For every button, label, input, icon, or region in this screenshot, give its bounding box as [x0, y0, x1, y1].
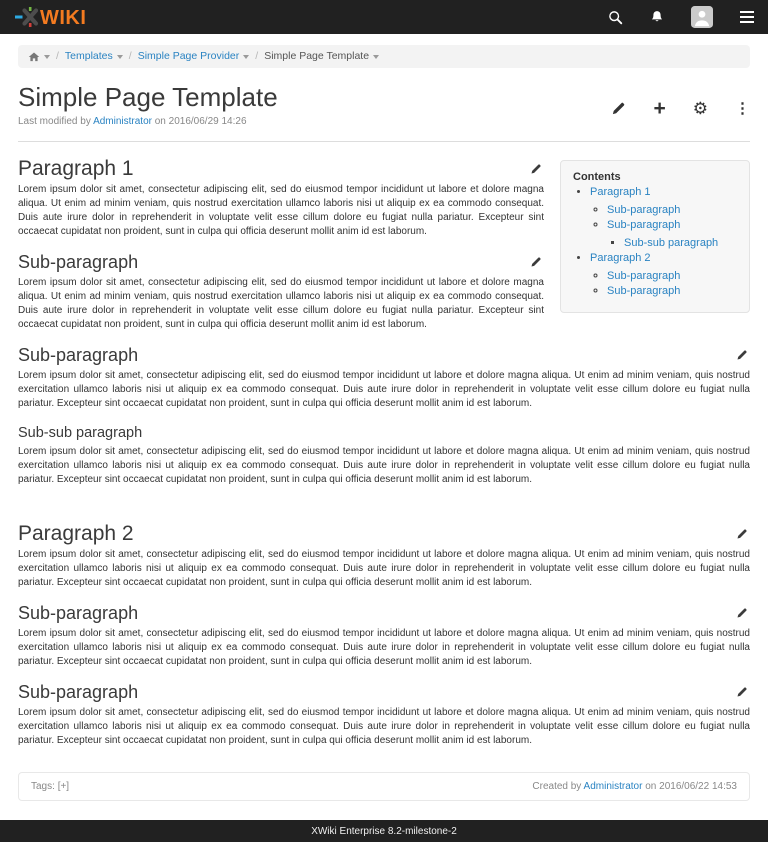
created-user-link[interactable]: Administrator [583, 781, 643, 792]
version-text: XWiki Enterprise 8.2-milestone-2 [311, 825, 457, 837]
create-page-button[interactable]: + [653, 96, 666, 120]
section-paragraph: Lorem ipsum dolor sit amet, consectetur adipiscing elit, sed do eiusmod tempor incididunt ut labore et dolore magna aliqua. Ut enim ad minim veniam, quis nostrud exercitation ullamco laboris nisi ut aliquip ex ea commodo consequat. Duis aute irure dolor in reprehenderit in voluptate velit esse cillum dolore eu fugiat nulla pariatur. Excepteur sint occaecat cupidatat non proident, sunt in culpa qui officia deserunt mollit anim id est laborum. [18, 707, 750, 746]
pencil-icon [611, 101, 626, 116]
breadcrumb-item-current: Simple Page Template [264, 50, 370, 62]
section-heading-text: Sub-paragraph [18, 603, 139, 623]
section-heading-text: Sub-paragraph [18, 345, 139, 365]
xwiki-logo-icon [14, 6, 102, 28]
section-paragraph: Lorem ipsum dolor sit amet, consectetur adipiscing elit, sed do eiusmod tempor incididunt ut labore et dolore magna aliqua. Ut enim ad minim veniam, quis nostrud exercitation ullamco laboris nisi ut aliquip ex ea commodo consequat. Duis aute irure dolor in reprehenderit in voluptate velit esse cillum dolore eu fugiat nulla pariatur. Excepteur sint occaecat cupidatat non proident, sunt in culpa qui officia deserunt mollit anim id est laborum. [18, 184, 544, 237]
chevron-down-icon[interactable] [44, 55, 50, 59]
section-edit-pencil-icon[interactable] [736, 349, 748, 361]
modified-prefix: Last modified by [18, 116, 91, 127]
section-paragraph: Lorem ipsum dolor sit amet, consectetur adipiscing elit, sed do eiusmod tempor incididunt ut labore et dolore magna aliqua. Ut enim ad minim veniam, quis nostrud exercitation ullamco laboris nisi ut aliquip ex ea commodo consequat. Duis aute irure dolor in reprehenderit in voluptate velit esse cillum dolore eu fugiat nulla pariatur. Excepteur sint occaecat cupidatat non proident, sunt in culpa qui officia deserunt mollit anim id est laborum. [18, 446, 750, 485]
chevron-down-icon[interactable] [243, 55, 249, 59]
breadcrumb-separator: / [56, 50, 59, 62]
section-heading-sub-sub-paragraph [18, 425, 750, 442]
toc-link-sub-paragraph[interactable]: Sub-paragraph [607, 285, 681, 297]
chevron-down-icon[interactable] [117, 55, 123, 59]
page-actions [611, 90, 750, 127]
toc-item [607, 284, 737, 300]
xwiki-logo[interactable] [14, 6, 102, 28]
toc-item [607, 269, 737, 285]
section-edit-pencil-icon[interactable] [736, 607, 748, 619]
user-avatar[interactable] [691, 6, 713, 28]
settings-gear-button[interactable]: ⚙ [692, 99, 708, 118]
hamburger-menu-icon[interactable] [740, 11, 754, 23]
chevron-down-icon[interactable] [373, 55, 379, 59]
modified-suffix: on 2016/06/29 14:26 [154, 116, 247, 127]
created-suffix: on 2016/06/22 14:53 [645, 781, 737, 792]
toc-link-sub-paragraph[interactable]: Sub-paragraph [607, 203, 681, 216]
toc-title: Contents [573, 171, 621, 183]
breadcrumb-item-templates[interactable]: Templates [64, 50, 113, 62]
breadcrumb-separator: / [128, 50, 132, 62]
document-content [18, 158, 750, 760]
section-heading-text: Paragraph 2 [18, 522, 134, 545]
toc-item [590, 185, 737, 251]
section-paragraph: Lorem ipsum dolor sit amet, consectetur adipiscing elit, sed do eiusmod tempor incididunt ut labore et dolore magna aliqua. Ut enim ad minim veniam, quis nostrud exercitation ullamco laboris nisi ut aliquip ex ea commodo consequat. Duis aute irure dolor in reprehenderit in voluptate velit esse cillum dolore eu fugiat nulla pariatur. Excepteur sint occaecat cupidatat non proident, sunt in culpa qui officia deserunt mollit anim id est laborum. [18, 370, 750, 409]
section-heading-sub-paragraph [18, 344, 750, 366]
section-paragraph: Lorem ipsum dolor sit amet, consectetur adipiscing elit, sed do eiusmod tempor incididunt ut labore et dolore magna aliqua. Ut enim ad minim veniam, quis nostrud exercitation ullamco laboris nisi ut aliquip ex ea commodo consequat. Duis aute irure dolor in reprehenderit in voluptate velit esse cillum dolore eu fugiat nulla pariatur. Excepteur sint occaecat cupidatat non proident, sunt in culpa qui officia deserunt mollit anim id est laborum. [18, 549, 750, 588]
section-paragraph: Lorem ipsum dolor sit amet, consectetur adipiscing elit, sed do eiusmod tempor incididunt ut labore et dolore magna aliqua. Ut enim ad minim veniam, quis nostrud exercitation ullamco laboris nisi ut aliquip ex ea commodo consequat. Duis aute irure dolor in reprehenderit in voluptate velit esse cillum dolore eu fugiat nulla pariatur. Excepteur sint occaecat cupidatat non proident, sunt in culpa qui officia deserunt mollit anim id est laborum. [18, 628, 750, 667]
toc-link-paragraph-1[interactable]: Paragraph 1 [590, 186, 651, 198]
top-navbar [0, 0, 768, 34]
section-heading-text: Sub-paragraph [18, 252, 139, 272]
page-title: Simple Page Template [18, 82, 278, 112]
search-icon[interactable] [608, 10, 623, 25]
document-footer [18, 772, 750, 801]
home-icon[interactable] [28, 51, 40, 63]
section-paragraph: Lorem ipsum dolor sit amet, consectetur adipiscing elit, sed do eiusmod tempor incididunt ut labore et dolore magna aliqua. Ut enim ad minim veniam, quis nostrud exercitation ullamco laboris nisi ut aliquip ex ea commodo consequat. Duis aute irure dolor in reprehenderit in voluptate velit esse cillum dolore eu fugiat nulla pariatur. Excepteur sint occaecat cupidatat non proident, sunt in culpa qui officia deserunt mollit anim id est laborum. [18, 277, 544, 330]
modified-user-link[interactable]: Administrator [93, 116, 152, 127]
logo-wordmark: WIKI [40, 7, 87, 28]
page-title-block [18, 68, 278, 127]
toc-list [573, 185, 737, 300]
notifications-bell-icon[interactable] [650, 10, 664, 25]
tags-block [31, 781, 69, 792]
toc-link-paragraph-2[interactable]: Paragraph 2 [590, 252, 651, 264]
breadcrumb-item-simple-page-provider[interactable]: Simple Page Provider [137, 50, 240, 62]
toc-link-sub-sub-paragraph[interactable]: Sub-sub paragraph [624, 236, 719, 249]
page-header [18, 68, 750, 127]
created-prefix: Created by [532, 781, 582, 792]
toc-item [624, 236, 737, 252]
toc-link-sub-paragraph[interactable]: Sub-paragraph [607, 269, 681, 282]
toc-item [590, 251, 737, 300]
toc-panel [560, 160, 750, 313]
version-footer-bar [0, 820, 768, 842]
section-heading-text: Sub-paragraph [18, 682, 139, 702]
add-tag-button[interactable]: [+] [57, 781, 70, 792]
tags-label: Tags: [31, 781, 55, 792]
section-heading-sub-paragraph [18, 602, 750, 624]
breadcrumb [18, 45, 750, 68]
breadcrumb-separator: / [255, 50, 259, 62]
section-heading-text: Sub-sub paragraph [18, 425, 143, 441]
toc-item [607, 218, 737, 251]
section-heading-text: Paragraph 1 [18, 157, 134, 180]
section-heading-paragraph-2 [18, 523, 750, 545]
topbar-icon-group [608, 6, 754, 28]
section-edit-pencil-icon[interactable] [736, 528, 748, 540]
header-divider [18, 141, 750, 142]
edit-page-button[interactable] [611, 101, 626, 116]
section-heading-sub-paragraph [18, 681, 750, 703]
last-modified-line [18, 116, 278, 127]
toc-link-sub-paragraph[interactable]: Sub-paragraph [607, 219, 681, 231]
toc-item [607, 203, 737, 219]
created-line [532, 781, 737, 792]
section-edit-pencil-icon[interactable] [530, 256, 542, 268]
section-edit-pencil-icon[interactable] [736, 686, 748, 698]
more-actions-button[interactable]: ⋮ [735, 100, 750, 117]
section-edit-pencil-icon[interactable] [530, 163, 542, 175]
